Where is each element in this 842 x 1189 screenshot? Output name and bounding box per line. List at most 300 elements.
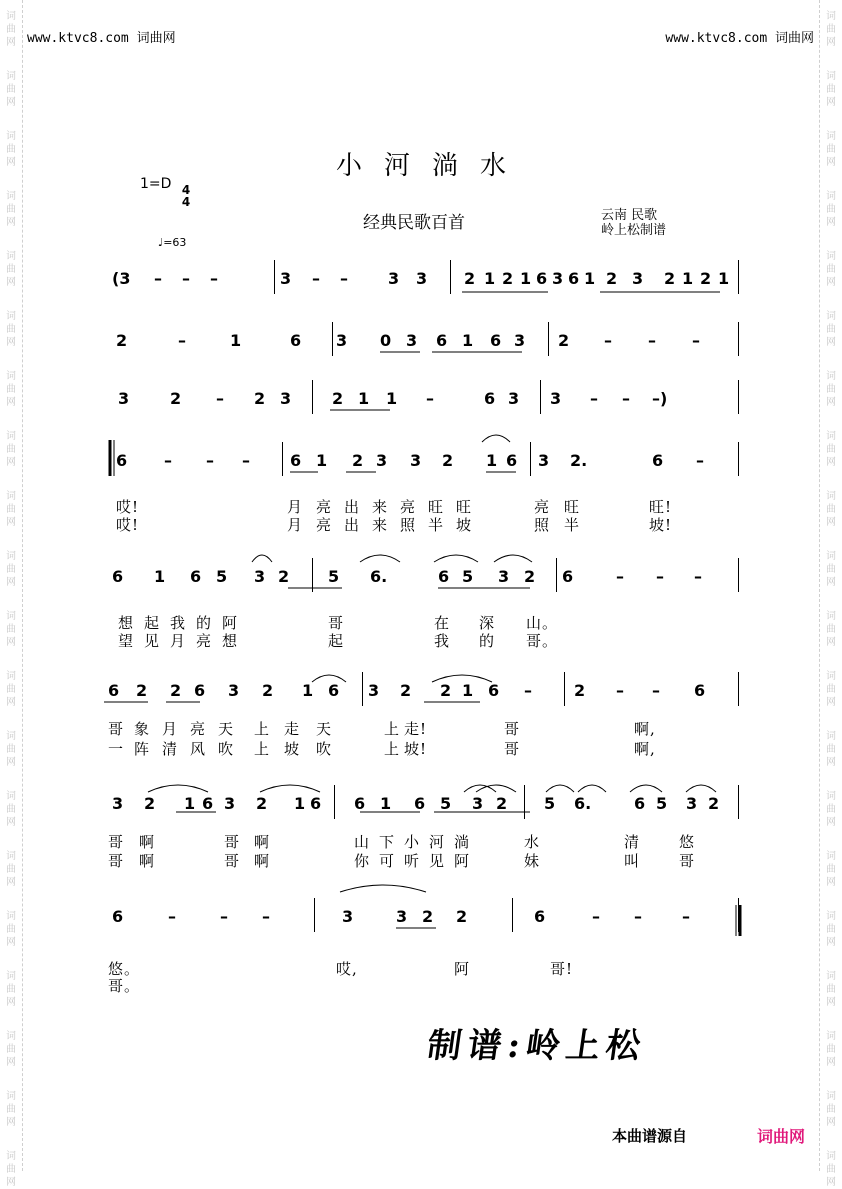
bar-line xyxy=(312,380,313,414)
score-note: 5 xyxy=(462,567,474,586)
score-note: – xyxy=(340,269,348,288)
score-note: 6 xyxy=(414,794,426,813)
score-note: 6 xyxy=(634,794,646,813)
lyric-syllable: 亮 xyxy=(316,516,333,534)
key-label: 1=D xyxy=(140,176,172,192)
score-note: 6 xyxy=(202,794,214,813)
bar-line xyxy=(738,380,739,414)
lyric-syllable: 小 xyxy=(404,833,421,851)
score-note: 6 xyxy=(534,907,546,926)
score-note: – xyxy=(178,331,186,350)
bar-line xyxy=(738,785,739,819)
score-note: 6 xyxy=(112,567,124,586)
lyric-syllable: 亮 xyxy=(316,498,333,516)
lyric-syllable: 旺 xyxy=(428,498,445,516)
watermark-mark: 词 曲 网 xyxy=(826,71,836,108)
lyric-syllable: 月 xyxy=(287,516,304,534)
bar-line xyxy=(334,785,335,819)
slur xyxy=(340,885,426,892)
score-note: – xyxy=(604,331,612,350)
score-note: 6. xyxy=(370,567,388,586)
score-note: 5 xyxy=(216,567,228,586)
score-note: 6 xyxy=(562,567,574,586)
score-note: 1 xyxy=(718,269,730,288)
lyric-syllable: 山。 xyxy=(526,614,559,632)
lyric-syllable: 下 xyxy=(379,833,396,851)
score-note: 1 xyxy=(230,331,242,350)
score-note: 2 xyxy=(524,567,536,586)
score-note: 6 xyxy=(290,451,302,470)
score-note: 2 xyxy=(422,907,434,926)
lyric-syllable: 天 xyxy=(218,720,235,738)
score-note: 2 xyxy=(352,451,364,470)
watermark-mark: 词 曲 网 xyxy=(6,911,16,948)
score-note: 2 xyxy=(464,269,476,288)
watermark-mark: 词 曲 网 xyxy=(6,791,16,828)
score-note: 3 xyxy=(388,269,400,288)
watermark-mark: 词 曲 网 xyxy=(6,371,16,408)
score-note: 3 xyxy=(342,907,354,926)
slur xyxy=(252,555,272,562)
lyric-syllable: 旺 xyxy=(564,498,581,516)
score-note: – xyxy=(616,681,624,700)
score-note: 2. xyxy=(570,451,588,470)
lyric-syllable: 啊 xyxy=(139,852,156,870)
lyric-syllable: 出 xyxy=(344,498,361,516)
score-note: 2 xyxy=(440,681,452,700)
score-note: 3 xyxy=(498,567,510,586)
score-note: 6 xyxy=(436,331,448,350)
score-note: 3 xyxy=(280,269,292,288)
score-note: 1 xyxy=(302,681,314,700)
score-note: 1 xyxy=(316,451,328,470)
score-note: 2 xyxy=(400,681,412,700)
song-title: 小河淌水 xyxy=(335,151,528,181)
score-note: 1 xyxy=(584,269,596,288)
bar-line xyxy=(312,558,313,592)
slur xyxy=(434,555,478,562)
bar-line xyxy=(530,442,531,476)
score-note: 6 xyxy=(694,681,706,700)
score-note: 2 xyxy=(574,681,586,700)
watermark-mark: 词 曲 网 xyxy=(6,191,16,228)
score-note: 6 xyxy=(328,681,340,700)
score-note: 6 xyxy=(310,794,322,813)
score-note: 2 xyxy=(254,389,266,408)
key-signature xyxy=(140,176,191,209)
score-note: 3 xyxy=(514,331,526,350)
lyric-syllable: 悠 xyxy=(679,833,696,851)
score-note: 2 xyxy=(700,269,712,288)
score-note: – xyxy=(656,567,664,586)
watermark-mark: 词 曲 网 xyxy=(826,431,836,468)
score-note: 3 xyxy=(416,269,428,288)
score-note: 2 xyxy=(262,681,274,700)
lyric-syllable: 哥 xyxy=(504,720,521,738)
lyric-syllable: 想 xyxy=(222,632,239,650)
watermark-mark: 词 曲 网 xyxy=(826,191,836,228)
watermark-mark: 词 曲 网 xyxy=(826,371,836,408)
lyric-syllable: 哥 xyxy=(108,852,125,870)
lyric-syllable: 叫 xyxy=(624,852,641,870)
lyric-syllable: 哥 xyxy=(108,833,125,851)
score-note: –) xyxy=(652,389,668,408)
watermark-mark: 词 曲 网 xyxy=(6,611,16,648)
watermark-mark: 词 曲 网 xyxy=(826,611,836,648)
score-note: – xyxy=(220,907,228,926)
score-note: 2 xyxy=(144,794,156,813)
lyric-syllable: 风 xyxy=(190,740,207,758)
lyric-syllable: 旺! xyxy=(649,498,673,516)
lyric-syllable: 哥。 xyxy=(526,632,559,650)
score-note: 2 xyxy=(170,389,182,408)
lyric-syllable: 我 xyxy=(170,614,187,632)
lyric-syllable: 清 xyxy=(624,833,641,851)
score-note: – xyxy=(648,331,656,350)
watermark-mark: 词 曲 网 xyxy=(6,1151,16,1188)
score-note: 6 xyxy=(438,567,450,586)
lyric-syllable: 啊, xyxy=(634,720,656,738)
lyric-syllable: 哥 xyxy=(328,614,345,632)
lyric-syllable: 阿 xyxy=(454,960,471,978)
bar-line xyxy=(738,442,739,476)
watermark-mark: 词 曲 网 xyxy=(826,1031,836,1068)
lyric-syllable: 哥 xyxy=(679,852,696,870)
lyric-syllable: 半 xyxy=(564,516,581,534)
score-note: 3 xyxy=(254,567,266,586)
score-note: 2 xyxy=(606,269,618,288)
header-site-right[interactable]: www.ktvc8.com 词曲网 xyxy=(665,31,814,46)
score-note: 6. xyxy=(574,794,592,813)
score-note: 2 xyxy=(708,794,720,813)
score-note: 6 xyxy=(488,681,500,700)
watermark-mark: 词 曲 网 xyxy=(826,491,836,528)
slur xyxy=(494,555,532,562)
score-note: – xyxy=(168,907,176,926)
lyric-syllable: 上 xyxy=(254,720,271,738)
watermark-mark: 词 曲 网 xyxy=(6,851,16,888)
watermark-mark: 词 曲 网 xyxy=(826,1091,836,1128)
score-note: 2 xyxy=(170,681,182,700)
lyric-syllable: 你 xyxy=(354,852,371,870)
lyric-syllable: 的 xyxy=(479,632,496,650)
bar-line xyxy=(332,322,333,356)
score-row xyxy=(104,452,744,488)
score-note: 6 xyxy=(568,269,580,288)
score-note: 1 xyxy=(154,567,166,586)
lyric-syllable: 照 xyxy=(400,516,417,534)
score-note: 1 xyxy=(462,331,474,350)
lyric-syllable: 吹 xyxy=(218,740,235,758)
score-note: 6 xyxy=(108,681,120,700)
lyric-syllable: 哥 xyxy=(504,740,521,758)
lyric-syllable: 亮 xyxy=(196,632,213,650)
score-row xyxy=(104,390,744,426)
slur xyxy=(686,785,716,792)
lyric-syllable: 想 xyxy=(118,614,135,632)
lyric-syllable: 我 xyxy=(434,632,451,650)
lyric-syllable: 坡! xyxy=(404,740,428,758)
score-note: – xyxy=(634,907,642,926)
score-note: – xyxy=(694,567,702,586)
score-note: – xyxy=(696,451,704,470)
lyric-syllable: 阿 xyxy=(222,614,239,632)
lyric-syllable: 上 xyxy=(254,740,271,758)
score-note: 1 xyxy=(358,389,370,408)
bar-line xyxy=(512,898,513,932)
score-note: 1 xyxy=(682,269,694,288)
watermark-mark: 词 曲 网 xyxy=(826,851,836,888)
watermark-mark: 词 曲 网 xyxy=(826,731,836,768)
score-note: – xyxy=(262,907,270,926)
bar-line xyxy=(362,672,363,706)
score-note: 2 xyxy=(496,794,508,813)
lyric-syllable: 亮 xyxy=(534,498,551,516)
lyric-syllable: 起 xyxy=(144,614,161,632)
watermark-mark: 词 曲 网 xyxy=(826,131,836,168)
arranger: 岭上松制谱 xyxy=(601,223,667,238)
watermark-mark: 词 曲 网 xyxy=(6,311,16,348)
slur xyxy=(546,785,574,792)
lyric-syllable: 听 xyxy=(404,852,421,870)
score-note: 0 xyxy=(380,331,392,350)
score-note: 1 xyxy=(380,794,392,813)
score-note: – xyxy=(206,451,214,470)
score-note: 3 xyxy=(538,451,550,470)
score-note: 6 xyxy=(652,451,664,470)
bar-line xyxy=(738,558,739,592)
lyric-syllable: 旺 xyxy=(456,498,473,516)
score-note: 3 xyxy=(376,451,388,470)
lyric-syllable: 出 xyxy=(344,516,361,534)
lyric-syllable: 亮 xyxy=(190,720,207,738)
score-note: 3 xyxy=(472,794,484,813)
score-note: 3 xyxy=(336,331,348,350)
score-note: 6 xyxy=(506,451,518,470)
lyric-syllable: 哎! xyxy=(116,516,140,534)
score-row xyxy=(104,908,744,944)
score-note: 1 xyxy=(520,269,532,288)
score-note: 3 xyxy=(632,269,644,288)
lyric-syllable: 哥! xyxy=(550,960,574,978)
watermark-mark: 词 曲 网 xyxy=(6,671,16,708)
score-note: 3 xyxy=(550,389,562,408)
footer-logo[interactable]: 词曲网 xyxy=(757,1127,806,1146)
score-note: 3 xyxy=(686,794,698,813)
score-note: – xyxy=(692,331,700,350)
watermark-mark: 词 曲 网 xyxy=(6,11,16,48)
time-signature xyxy=(182,184,190,208)
score-row xyxy=(104,270,744,306)
watermark-mark: 词 曲 网 xyxy=(826,551,836,588)
watermark-mark: 词 曲 网 xyxy=(826,971,836,1008)
lyric-syllable: 月 xyxy=(287,498,304,516)
score-note: 2 xyxy=(256,794,268,813)
bar-line xyxy=(314,898,315,932)
lyric-syllable: 走! xyxy=(404,720,428,738)
score-note: 6 xyxy=(536,269,548,288)
score-note: – xyxy=(154,269,162,288)
slur xyxy=(482,435,510,442)
score-note: 1 xyxy=(294,794,306,813)
time-bottom: 4 xyxy=(181,195,191,209)
score-note: – xyxy=(682,907,690,926)
score-note: 3 xyxy=(368,681,380,700)
score-note: – xyxy=(210,269,218,288)
score-note: – xyxy=(426,389,434,408)
tempo-marking: ♩=63 xyxy=(158,236,187,249)
watermark-mark: 词 曲 网 xyxy=(6,731,16,768)
lyric-syllable: 来 xyxy=(372,516,389,534)
slur xyxy=(360,555,400,562)
score-note: 3 xyxy=(552,269,564,288)
score-note: 6 xyxy=(490,331,502,350)
header-site-left[interactable]: www.ktvc8.com 词曲网 xyxy=(27,31,176,46)
score-note: – xyxy=(164,451,172,470)
lyric-syllable: 阵 xyxy=(134,740,151,758)
bar-line xyxy=(738,898,739,932)
watermark-mark: 词 曲 网 xyxy=(6,491,16,528)
bar-line xyxy=(548,322,549,356)
origin-region: 云南 民歌 xyxy=(601,208,658,223)
score-note: 1 xyxy=(462,681,474,700)
watermark-mark: 词 曲 网 xyxy=(826,1151,836,1188)
score-note: 3 xyxy=(396,907,408,926)
slur xyxy=(578,785,606,792)
lyric-syllable: 见 xyxy=(429,852,446,870)
watermark-mark: 词 曲 网 xyxy=(826,251,836,288)
bar-line xyxy=(738,322,739,356)
score-note: – xyxy=(216,389,224,408)
score-note: 1 xyxy=(386,389,398,408)
bar-line xyxy=(282,442,283,476)
slur xyxy=(148,785,208,792)
score-note: 3 xyxy=(280,389,292,408)
lyric-syllable: 哥。 xyxy=(108,977,141,995)
lyric-syllable: 哥 xyxy=(224,833,241,851)
score-note: – xyxy=(524,681,532,700)
watermark-mark: 词 曲 网 xyxy=(826,311,836,348)
score-note: 6 xyxy=(112,907,124,926)
lyric-syllable: 吹 xyxy=(316,740,333,758)
lyric-syllable: 在 xyxy=(434,614,451,632)
watermark-mark: 词 曲 网 xyxy=(826,911,836,948)
time-top: 4 xyxy=(181,183,191,197)
lyric-syllable: 天 xyxy=(316,720,333,738)
lyric-syllable: 啊, xyxy=(634,740,656,758)
watermark-mark: 词 曲 网 xyxy=(6,971,16,1008)
lyric-syllable: 水 xyxy=(524,833,541,851)
score-note: 3 xyxy=(118,389,130,408)
score-note: 3 xyxy=(410,451,422,470)
score-note: 1 xyxy=(486,451,498,470)
slur xyxy=(464,785,496,792)
lyric-syllable: 坡! xyxy=(649,516,673,534)
score-note: 6 xyxy=(290,331,302,350)
score-note: – xyxy=(590,389,598,408)
lyric-syllable: 半 xyxy=(428,516,445,534)
score-note: – xyxy=(616,567,624,586)
collection-name: 经典民歌百首 xyxy=(363,213,465,233)
bar-line xyxy=(524,785,525,819)
lyric-syllable: 起 xyxy=(328,632,345,650)
watermark-mark: 词 曲 网 xyxy=(6,1091,16,1128)
score-note: 2 xyxy=(278,567,290,586)
score-row xyxy=(104,568,744,604)
bar-line xyxy=(738,260,739,294)
score-note: (3 xyxy=(112,269,131,288)
lyric-syllable: 坡 xyxy=(284,740,301,758)
watermark-mark: 词 曲 网 xyxy=(826,11,836,48)
score-note: 2 xyxy=(558,331,570,350)
score-note: 6 xyxy=(354,794,366,813)
bar-line xyxy=(540,380,541,414)
score-note: – xyxy=(622,389,630,408)
signature: 制谱:岭上松 xyxy=(424,1026,649,1066)
score-note: 5 xyxy=(656,794,668,813)
score-note: – xyxy=(312,269,320,288)
slur xyxy=(476,785,516,792)
watermark-mark: 词 曲 网 xyxy=(6,551,16,588)
lyric-syllable: 啊 xyxy=(254,833,271,851)
lyric-syllable: 啊 xyxy=(139,833,156,851)
score-note: 3 xyxy=(406,331,418,350)
lyric-syllable: 的 xyxy=(196,614,213,632)
score-note: 5 xyxy=(440,794,452,813)
lyric-syllable: 月 xyxy=(170,632,187,650)
score-note: 6 xyxy=(116,451,128,470)
score-note: 3 xyxy=(508,389,520,408)
lyric-syllable: 深 xyxy=(479,614,496,632)
song-origin xyxy=(601,208,666,238)
lyric-syllable: 可 xyxy=(379,852,396,870)
lyric-syllable: 上 xyxy=(384,720,401,738)
lyric-syllable: 月 xyxy=(162,720,179,738)
score-note: 6 xyxy=(194,681,206,700)
watermark-mark: 词 曲 网 xyxy=(826,671,836,708)
score-note: 2 xyxy=(502,269,514,288)
score-note: 1 xyxy=(184,794,196,813)
score-note: 6 xyxy=(484,389,496,408)
score-note: 3 xyxy=(112,794,124,813)
watermark-mark: 词 曲 网 xyxy=(826,791,836,828)
score-note: 3 xyxy=(224,794,236,813)
score-note: 2 xyxy=(136,681,148,700)
score-note: 5 xyxy=(544,794,556,813)
score-note: 5 xyxy=(328,567,340,586)
lyric-syllable: 象 xyxy=(134,720,151,738)
watermark-mark: 词 曲 网 xyxy=(6,1031,16,1068)
score-note: 1 xyxy=(484,269,496,288)
watermark-mark: 词 曲 网 xyxy=(6,431,16,468)
bar-line xyxy=(274,260,275,294)
score-note: 2 xyxy=(442,451,454,470)
lyric-syllable: 望 xyxy=(118,632,135,650)
score-note: 2 xyxy=(116,331,128,350)
lyric-syllable: 哥 xyxy=(108,720,125,738)
score-note: 6 xyxy=(190,567,202,586)
lyric-syllable: 妹 xyxy=(524,852,541,870)
lyric-syllable: 河 xyxy=(429,833,446,851)
lyric-syllable: 来 xyxy=(372,498,389,516)
slur xyxy=(260,785,320,792)
bar-line xyxy=(564,672,565,706)
watermark-mark: 词 曲 网 xyxy=(6,131,16,168)
lyric-syllable: 阿 xyxy=(454,852,471,870)
bar-line xyxy=(556,558,557,592)
lyric-syllable: 悠。 xyxy=(108,960,141,978)
footer-source-label: 本曲谱源自 xyxy=(612,1127,688,1145)
